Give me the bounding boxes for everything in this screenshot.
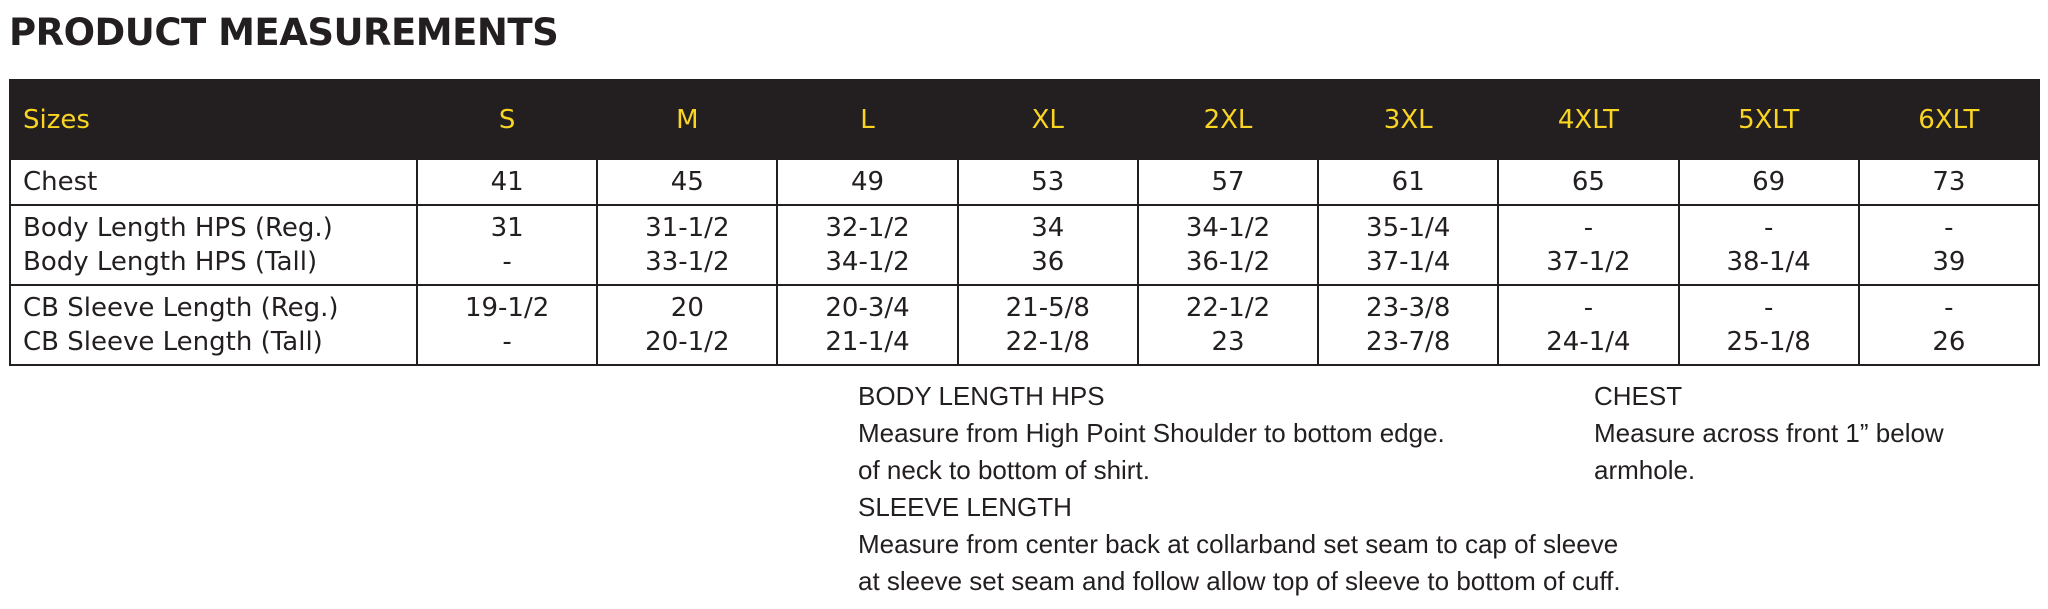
- table-cell: [958, 159, 1138, 205]
- cell-value: -: [1763, 213, 1774, 243]
- cell-value: 25-1/8: [1726, 327, 1811, 357]
- row-label-line: CB Sleeve Length (Tall): [23, 327, 323, 357]
- table-cell: [417, 285, 597, 365]
- table-row-chest: [10, 159, 2039, 205]
- table-cell: [1138, 159, 1318, 205]
- table-cell: [1498, 159, 1678, 205]
- cell-value: 19-1/2: [464, 293, 550, 323]
- cell-value: 31-1/2: [645, 213, 730, 243]
- cell-value: 20: [670, 293, 704, 323]
- cell-value: 24-1/4: [1546, 327, 1631, 357]
- cell-value: 31: [490, 213, 524, 243]
- size-header-3xl: 3XL: [1318, 80, 1498, 159]
- cell-value: -: [1763, 293, 1774, 323]
- cell-value: -: [1583, 213, 1594, 243]
- cell-value: -: [1944, 213, 1954, 243]
- table-cell: [597, 159, 777, 205]
- sleeve-length-note-line: at sleeve set seam and follow allow top of sleeve to bottom of cuff.: [858, 566, 1621, 596]
- cell-value: 36: [1031, 247, 1065, 277]
- measurement-notes-body-sleeve: [858, 378, 1621, 600]
- table-cell: [1859, 285, 2039, 365]
- table-cell: [1138, 285, 1318, 365]
- table-cell: [958, 285, 1138, 365]
- header-row: [10, 80, 2039, 159]
- table-cell: [1859, 159, 2039, 205]
- table-cell: [597, 205, 777, 285]
- body-length-heading: BODY LENGTH HPS: [858, 381, 1105, 411]
- size-header-l: L: [777, 80, 957, 159]
- cell-value: 23: [1211, 327, 1245, 357]
- cell-value: 26: [1932, 327, 1966, 357]
- table-cell: [417, 159, 597, 205]
- cell-value: 32-1/2: [825, 213, 910, 243]
- cell-value: 37-1/2: [1546, 247, 1631, 277]
- table-cell: [1679, 285, 1859, 365]
- cell-value: 36-1/2: [1185, 247, 1271, 277]
- sleeve-length-note-line: Measure from center back at collarband set seam to cap of sleeve: [858, 529, 1619, 559]
- cell-value: 23-3/8: [1366, 293, 1451, 323]
- size-header-xl: XL: [958, 80, 1138, 159]
- cell-value: -: [502, 327, 512, 357]
- cell-value: 37-1/4: [1366, 247, 1451, 277]
- measurement-notes-chest: [1594, 378, 2048, 489]
- cell-value: 39: [1932, 247, 1966, 277]
- cell-value: 22-1/8: [1005, 327, 1090, 357]
- size-chart-table: [9, 79, 2040, 366]
- cell-value: 41: [490, 167, 524, 197]
- table-row-body-length: [10, 205, 2039, 285]
- size-header-4xlt: 4XLT: [1498, 80, 1678, 159]
- table-cell: [1679, 205, 1859, 285]
- row-label: [10, 285, 417, 365]
- chest-heading: CHEST: [1594, 381, 1683, 411]
- table-cell: [1318, 205, 1498, 285]
- cell-value: 34-1/2: [825, 247, 910, 277]
- cell-value: 20-1/2: [645, 327, 730, 357]
- table-cell: [777, 285, 957, 365]
- chest-note-line: Measure across front 1” below armhole.: [1594, 418, 1944, 485]
- cell-value: -: [502, 247, 512, 277]
- row-label: [10, 159, 417, 205]
- size-header-5xlt: 5XLT: [1679, 80, 1859, 159]
- table-cell: [958, 205, 1138, 285]
- table-cell: [1138, 205, 1318, 285]
- table-cell: [1498, 205, 1678, 285]
- size-header-s: S: [417, 80, 597, 159]
- cell-value: 23-7/8: [1366, 327, 1451, 357]
- cell-value: 53: [1031, 167, 1065, 197]
- cell-value: 20-3/4: [825, 293, 910, 323]
- sleeve-length-heading: SLEEVE LENGTH: [858, 492, 1072, 522]
- size-header-2xl: 2XL: [1138, 80, 1318, 159]
- cell-value: 34: [1031, 213, 1065, 243]
- cell-value: 73: [1932, 167, 1966, 197]
- table-cell: [1859, 205, 2039, 285]
- body-length-note-line: Measure from High Point Shoulder to bottom edge.: [858, 418, 1445, 448]
- table-cell: [1318, 159, 1498, 205]
- row-label-line: Body Length HPS (Tall): [23, 247, 318, 277]
- size-header-m: M: [597, 80, 777, 159]
- sizes-header: Sizes: [10, 80, 417, 159]
- page-title: PRODUCT MEASUREMENTS: [9, 11, 559, 54]
- cell-value: 22-1/2: [1185, 293, 1271, 323]
- row-label: [10, 205, 417, 285]
- cell-value: 65: [1571, 167, 1605, 197]
- cell-value: 49: [851, 167, 885, 197]
- cell-value: 34-1/2: [1185, 213, 1271, 243]
- cell-value: 38-1/4: [1726, 247, 1811, 277]
- row-label-line: Body Length HPS (Reg.): [23, 213, 333, 243]
- cell-value: -: [1944, 293, 1954, 323]
- cell-value: 45: [670, 167, 704, 197]
- table-cell: [1498, 285, 1678, 365]
- cell-value: -: [1583, 293, 1594, 323]
- cell-value: 69: [1752, 167, 1786, 197]
- table-cell: [597, 285, 777, 365]
- cell-value: 33-1/2: [645, 247, 730, 277]
- table-cell: [777, 159, 957, 205]
- cell-value: 57: [1211, 167, 1245, 197]
- row-label-line: CB Sleeve Length (Reg.): [23, 293, 339, 323]
- cell-value: 35-1/4: [1366, 213, 1451, 243]
- table-row-sleeve-length: [10, 285, 2039, 365]
- table-cell: [417, 205, 597, 285]
- table-cell: [777, 205, 957, 285]
- table-cell: [1679, 159, 1859, 205]
- cell-value: 21-5/8: [1005, 293, 1090, 323]
- row-label-line: Chest: [23, 167, 98, 197]
- table-cell: [1318, 285, 1498, 365]
- size-header-6xlt: 6XLT: [1859, 80, 2039, 159]
- body-length-note-line: of neck to bottom of shirt.: [858, 455, 1150, 485]
- cell-value: 21-1/4: [825, 327, 910, 357]
- cell-value: 61: [1391, 167, 1425, 197]
